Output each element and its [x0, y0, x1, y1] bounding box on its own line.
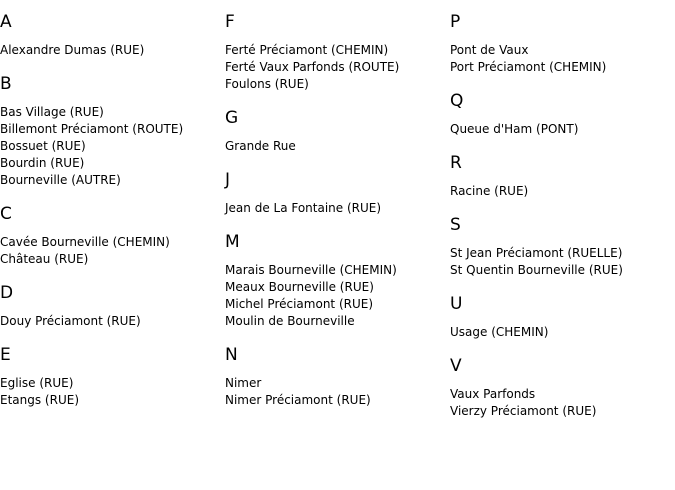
street-link[interactable]: Bourneville (AUTRE): [0, 173, 121, 187]
street-link[interactable]: Pont de Vaux: [450, 43, 529, 57]
letter-group: [225, 345, 445, 409]
street-list: [450, 42, 670, 76]
street-link[interactable]: Douy Préciamont (RUE): [0, 314, 141, 328]
street-link[interactable]: Meaux Bourneville (RUE): [225, 280, 374, 294]
letter-heading: Q: [450, 91, 464, 111]
street-link[interactable]: Usage (CHEMIN): [450, 325, 549, 339]
index-column-3: [450, 0, 670, 420]
street-link[interactable]: Foulons (RUE): [225, 77, 309, 91]
letter-group: [225, 232, 445, 330]
letter-heading: N: [225, 345, 238, 365]
letter-group: [0, 12, 220, 59]
street-list: [450, 121, 670, 138]
letter-group: [450, 91, 670, 138]
street-link[interactable]: Vierzy Préciamont (RUE): [450, 404, 597, 418]
street-list: [0, 104, 220, 189]
letter-heading: A: [0, 12, 12, 32]
street-list: [0, 375, 220, 409]
letter-group: [450, 356, 670, 420]
street-list: [450, 245, 670, 279]
street-link[interactable]: Bourdin (RUE): [0, 156, 85, 170]
letter-group: [225, 170, 445, 217]
street-link[interactable]: Jean de La Fontaine (RUE): [225, 201, 382, 215]
street-list: [0, 42, 220, 59]
street-link[interactable]: Eglise (RUE): [0, 376, 74, 390]
street-link[interactable]: Bossuet (RUE): [0, 139, 86, 153]
street-list: [0, 234, 220, 268]
street-list: [0, 313, 220, 330]
letter-heading: U: [450, 294, 463, 314]
letter-group: [0, 283, 220, 330]
letter-heading: P: [450, 12, 461, 32]
letter-group: [0, 74, 220, 189]
street-link[interactable]: Grande Rue: [225, 139, 296, 153]
letter-group: [0, 345, 220, 409]
street-list: [450, 183, 670, 200]
street-link[interactable]: Vaux Parfonds: [450, 387, 536, 401]
street-link[interactable]: Etangs (RUE): [0, 393, 79, 407]
street-link[interactable]: Nimer Préciamont (RUE): [225, 393, 371, 407]
letter-group: [0, 204, 220, 268]
street-link[interactable]: Ferté Préciamont (CHEMIN): [225, 43, 389, 57]
letter-heading: F: [225, 12, 235, 32]
letter-heading: E: [0, 345, 11, 365]
index-column-2: [225, 0, 445, 409]
street-link[interactable]: Racine (RUE): [450, 184, 529, 198]
letter-heading: C: [0, 204, 12, 224]
letter-group: [225, 12, 445, 93]
street-link[interactable]: Michel Préciamont (RUE): [225, 297, 374, 311]
street-list: [225, 42, 445, 93]
letter-group: [450, 12, 670, 76]
street-link[interactable]: St Jean Préciamont (RUELLE): [450, 246, 623, 260]
street-list: [450, 324, 670, 341]
letter-heading: G: [225, 108, 239, 128]
letter-group: [450, 294, 670, 341]
street-link[interactable]: Ferté Vaux Parfonds (ROUTE): [225, 60, 400, 74]
letter-heading: J: [225, 170, 231, 190]
letter-heading: M: [225, 232, 240, 252]
letter-heading: B: [0, 74, 12, 94]
street-link[interactable]: St Quentin Bourneville (RUE): [450, 263, 623, 277]
street-list: [225, 375, 445, 409]
street-list: [225, 138, 445, 155]
street-link[interactable]: Port Préciamont (CHEMIN): [450, 60, 607, 74]
letter-heading: R: [450, 153, 462, 173]
street-list: [225, 200, 445, 217]
street-link[interactable]: Queue d'Ham (PONT): [450, 122, 579, 136]
letter-heading: V: [450, 356, 462, 376]
index-column-1: [0, 0, 220, 409]
street-link[interactable]: Alexandre Dumas (RUE): [0, 43, 145, 57]
letter-group: [225, 108, 445, 155]
letter-group: [450, 153, 670, 200]
street-list: [450, 386, 670, 420]
street-link[interactable]: Nimer: [225, 376, 262, 390]
street-link[interactable]: Bas Village (RUE): [0, 105, 104, 119]
street-link[interactable]: Cavée Bourneville (CHEMIN): [0, 235, 170, 249]
street-link[interactable]: Billemont Préciamont (ROUTE): [0, 122, 184, 136]
letter-heading: S: [450, 215, 461, 235]
street-link[interactable]: Château (RUE): [0, 252, 89, 266]
letter-group: [450, 215, 670, 279]
letter-heading: D: [0, 283, 14, 303]
street-list: [225, 262, 445, 330]
street-link[interactable]: Moulin de Bourneville: [225, 314, 355, 328]
street-link[interactable]: Marais Bourneville (CHEMIN): [225, 263, 397, 277]
